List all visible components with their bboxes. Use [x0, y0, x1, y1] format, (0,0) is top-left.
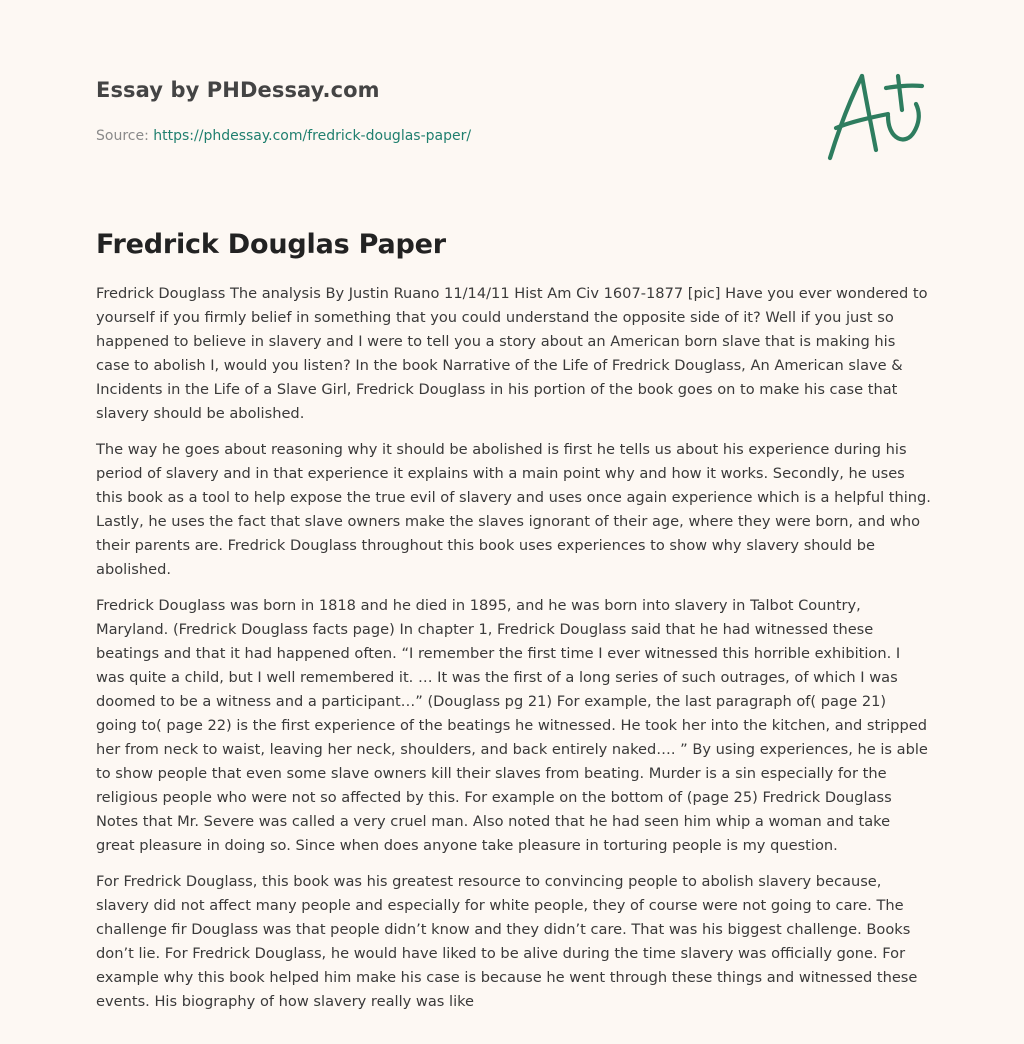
source-line	[96, 126, 796, 146]
essay-paragraph: Fredrick Douglass was born in 1818 and he died in 1895, and he was born into slavery in Talbot Country, Maryland. (Fredrick Douglass facts page) In chapter 1, Fredrick Douglass said that he had witnessed these beatings and that it had happened often. “I remember the first time I ever witnessed this horrible exhibition. I was quite a child, but I well remembered it. … It was the first of a long series of such outrages, of which I was doomed to be a witness and a participant…” (Douglass pg 21) For example, the last paragraph of( page 21) going to( page 22) is the first experience of the beatings he witnessed. He took her into the kitchen, and stripped her from neck to waist, leaving her neck, shoulders, and back entirely naked…. ” By using experiences, he is able to show people that even some slave owners kill their slaves from beating. Murder is a sin especially for the religious people who were not so affected by this. For example on the bottom of (page 25) Fredrick Douglass Notes that Mr. Severe was called a very cruel man. Also noted that he had seen him whip a woman and take great pleasure in doing so. Since when does anyone take pleasure in torturing people is my question.	[96, 597, 928, 854]
site-title: Essay by PHDessay.com	[96, 78, 380, 102]
essay-paragraph: The way he goes about reasoning why it should be abolished is first he tells us about his experience during his period of slavery and in that experience it explains with a main point why and how it works. Secondly, he uses this book as a tool to help expose the true evil of slavery and uses once again experience which is a helpful thing. Lastly, he uses the fact that slave owners make the slaves ignorant of their age, where they were born, and who their parents are. Fredrick Douglass throughout this book uses experiences to show why slavery should be abolished.	[96, 441, 931, 578]
a-plus-grade-logo-icon	[822, 66, 932, 166]
essay-content	[96, 226, 931, 1026]
source-link[interactable]: https://phdessay.com/fredrick-douglas-paper/	[153, 128, 472, 144]
essay-paragraph: Fredrick Douglass The analysis By Justin Ruano 11/14/11 Hist Am Civ 1607-1877 [pic] Have you ever wondered to yourself if you firmly belief in something that you could understand the opposite side of it? Well if you just so happened to believe in slavery and I were to tell you a story about an American born slave that is making his case to abolish I, would you listen? In the book Narrative of the Life of Fredrick Douglass, An American slave & Incidents in the Life of a Slave Girl, Fredrick Douglass in his portion of the book goes on to make his case that slavery should be abolished.	[96, 285, 928, 422]
essay-paragraph: For Fredrick Douglass, this book was his greatest resource to convincing people to abolish slavery because, slavery did not affect many people and especially for white people, they of course were not going to care. The challenge fir Douglass was that people didn’t know and they didn’t care. That was his biggest challenge. Books don’t lie. For Fredrick Douglass, he would have liked to be alive during the time slavery was officially gone. For example why this book helped him make his case is because he went through these things and witnessed these events. His biography of how slavery really was like	[96, 873, 918, 1010]
page-header	[96, 76, 796, 146]
essay-title: Fredrick Douglas Paper	[96, 229, 446, 260]
source-label: Source:	[96, 128, 154, 144]
